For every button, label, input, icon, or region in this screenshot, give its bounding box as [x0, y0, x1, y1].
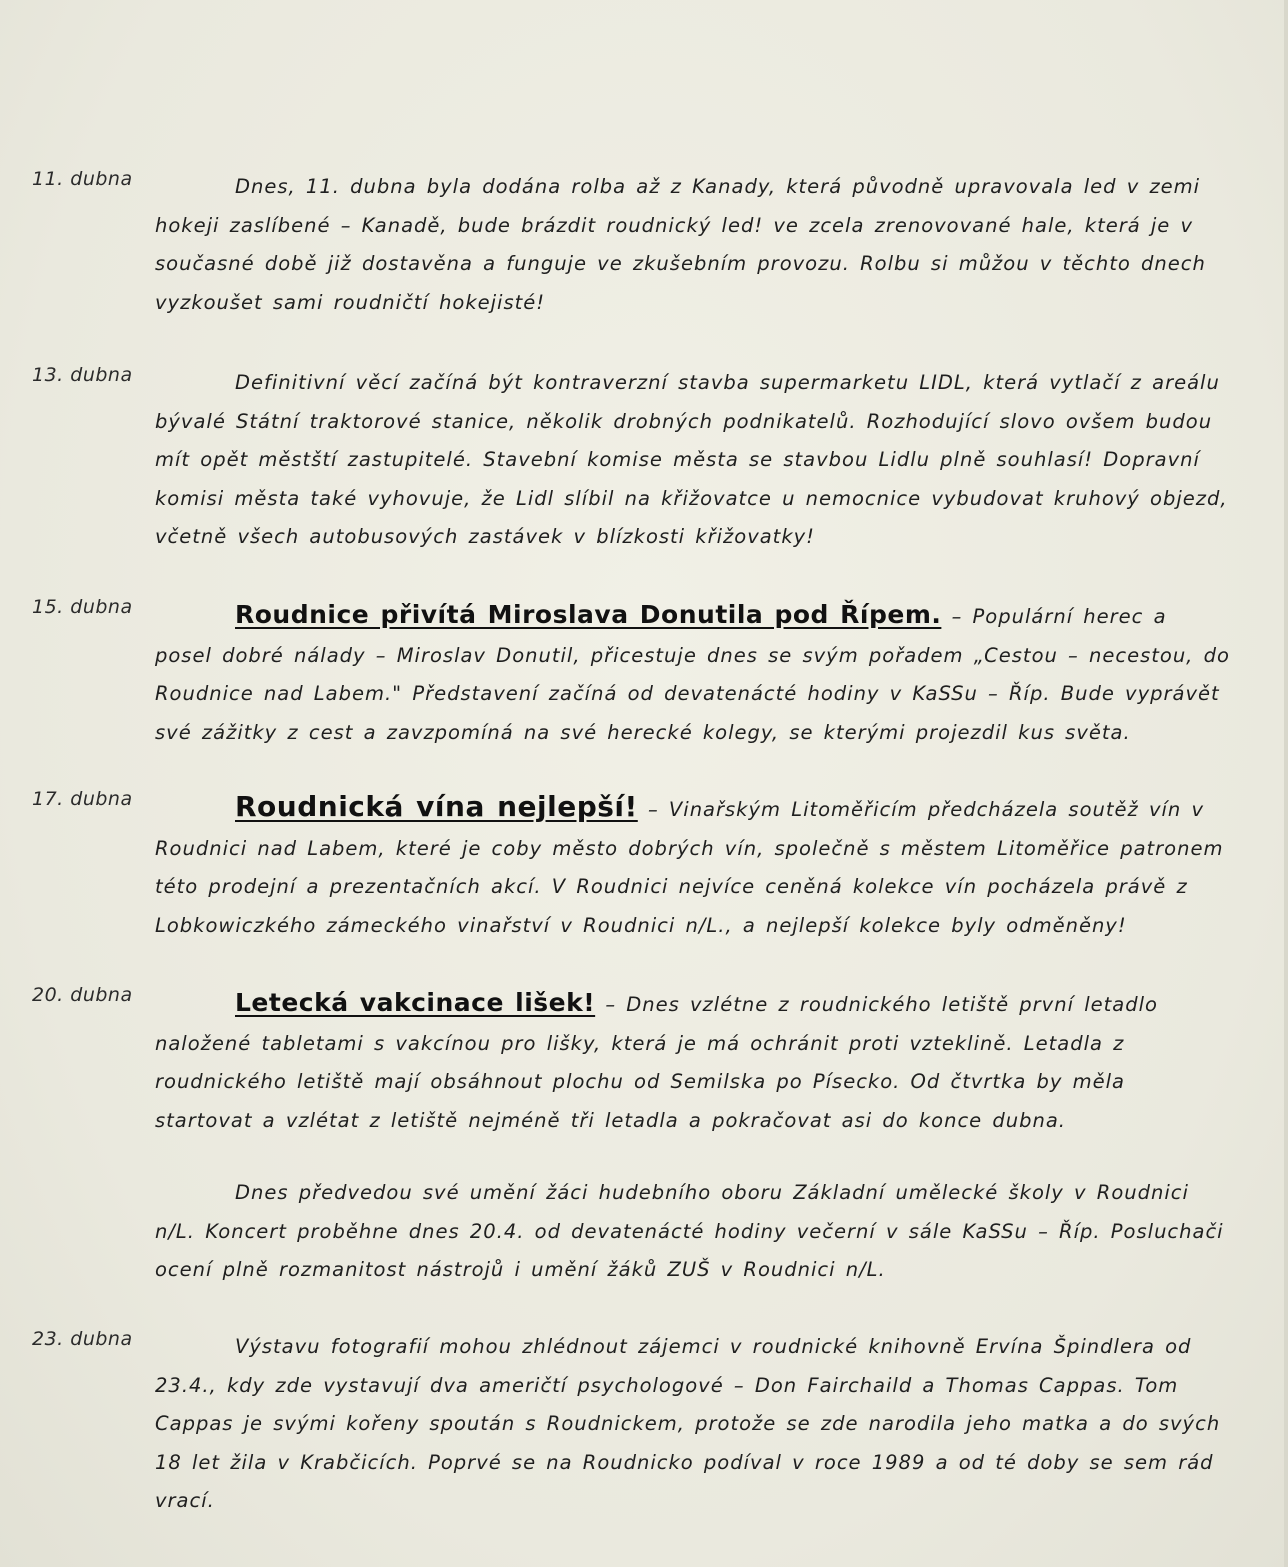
- entry-date: 20. dubna: [32, 984, 133, 1006]
- entry-date: 15. dubna: [32, 596, 133, 618]
- entry-body: [155, 596, 1230, 752]
- entry-text: Definitivní věcí začíná být kontraverzní stavba supermarketu LIDL, která vytlačí z areálu bývalé Státní traktorové stanice, několik drobných podnikatelů. Rozhodující slovo ovšem budou mít opět městští zastupitelé. Stavební komise města se stavbou Lidlu plně souhlasí! Dopravní komisi města také vyhovuje, že Lidl slíbil na křižovatce u nemocnice vybudovat kruhový objezd, včetně všech autobusových zastávek v blízkosti křižovatky!: [155, 371, 1228, 548]
- entry-headline: Letecká vakcinace lišek!: [235, 988, 596, 1017]
- entry-text: – Populární herec a posel dobré nálady – Miroslav Donutil, přicestuje dnes se svým pořadem „Cestou – necestou, do Roudnice nad Labem." Představení začíná od devatenácté hodiny v KaSSu – Říp. Bude vyprávět své zážitky z cest a zavzpomíná na své herecké kolegy, se kterými projezdil kus světa.: [155, 605, 1230, 744]
- entry-headline: Roudnice přivítá Miroslava Donutila pod Řípem.: [235, 600, 942, 629]
- entry-text: Dnes předvedou své umění žáci hudebního oboru Základní umělecké školy v Roudnici n/L. Koncert proběhne dnes 20.4. od devatenácté hodiny večerní v sále KaSSu – Říp. Posluchači ocení plně rozmanitost nástrojů i umění žáků ZUŠ v Roudnici n/L.: [155, 1181, 1224, 1281]
- entry-text: Dnes, 11. dubna byla dodána rolba až z Kanady, která původně upravovala led v zemi hokeji zaslíbené – Kanadě, bude brázdit roudnický led! ve zcela zrenovované hale, která je v současné době již dostavěna a funguje ve zkušebním provozu. Rolbu si můžou v těchto dnech vyzkoušet sami roudničtí hokejisté!: [155, 175, 1206, 314]
- entry-body: [155, 984, 1230, 1140]
- entry-date: 17. dubna: [32, 788, 133, 810]
- entry-date: 13. dubna: [32, 364, 133, 386]
- page-edge: [1284, 0, 1288, 1567]
- entry-text: Výstavu fotografií mohou zhlédnout zájemci v roudnické knihovně Ervína Špindlera od 23.4., kdy zde vystavují dva američtí psychologové – Don Fairchaild a Thomas Cappas. Tom Cappas je svými kořeny spoután s Roudnickem, protože se zde narodila jeho matka a do svých 18 let žila v Krabčicích. Poprvé se na Roudnicko podíval v roce 1989 a od té doby se sem rád vrací.: [155, 1335, 1221, 1512]
- entry-date: 11. dubna: [32, 168, 133, 190]
- entry-headline: Roudnická vína nejlepší!: [235, 790, 638, 823]
- entry-date: 23. dubna: [32, 1328, 133, 1350]
- entry-text: – Vinařským Litoměřicím předcházela soutěž vín v Roudnici nad Labem, které je coby město dobrých vín, společně s městem Litoměřice patronem této prodejní a prezentačních akcí. V Roudnici nejvíce ceněná kolekce vín pocházela právě z Lobkowiczkého zámeckého vinařství v Roudnici n/L., a nejlepší kolekce byly odměněny!: [155, 798, 1224, 937]
- entry-body: [155, 788, 1230, 945]
- entry-text: – Dnes vzlétne z roudnického letiště první letadlo naložené tabletami s vakcínou pro lišky, která je má ochránit proti vzteklině. Letadla z roudnického letiště mají obsáhnout plochu od Semilska po Písecko. Od čtvrtka by měla startovat a vzlétat z letiště nejméně tři letadla a pokračovat asi do konce dubna.: [155, 993, 1158, 1132]
